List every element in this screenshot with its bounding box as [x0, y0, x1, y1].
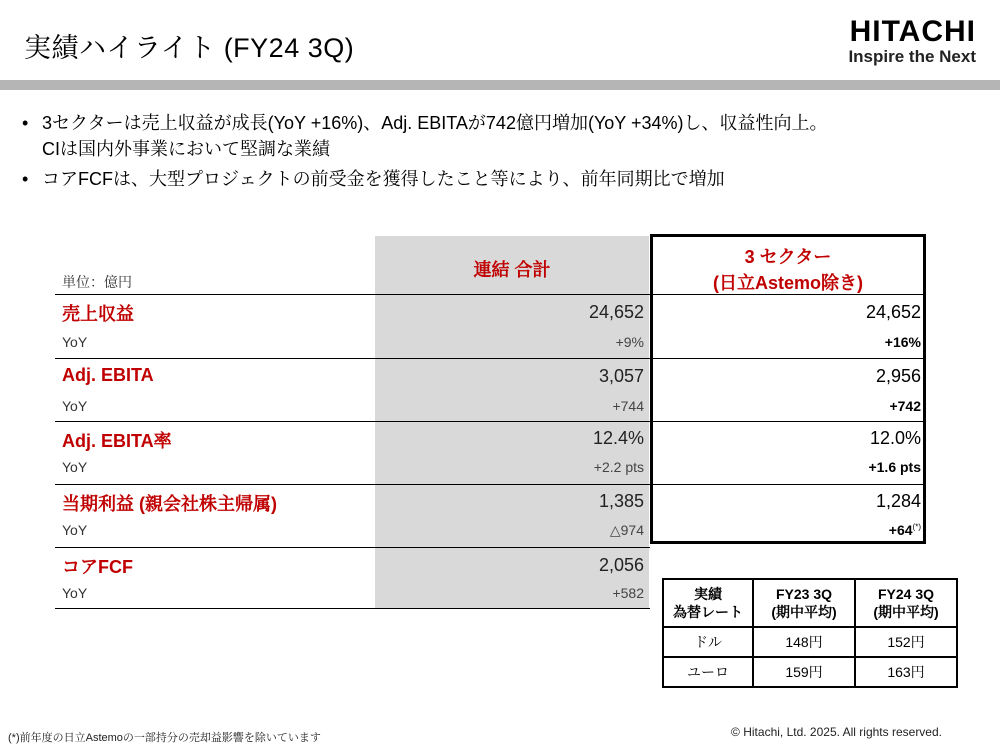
cell-fcf-yoy-consolidated: +582 [612, 585, 644, 601]
fx-currency: ユーロ [663, 657, 753, 687]
cell-ebita-3sector: 2,956 [875, 366, 921, 386]
yoy-label: YoY [62, 459, 88, 475]
yoy-label: YoY [62, 334, 88, 350]
fx-rate-table [662, 578, 958, 688]
logo-tagline: Inspire the Next [848, 47, 976, 66]
cell-ebita-consolidated: 3,057 [598, 366, 644, 386]
row-label-core-fcf: コアFCF [62, 557, 133, 577]
three-sector-header-line1: 3 セクター [744, 247, 832, 267]
cell-fcf-consolidated: 2,056 [598, 555, 644, 575]
cell-income-consolidated: 1,385 [598, 491, 644, 511]
row-divider [55, 608, 650, 609]
row-label-adj-ebita: Adj. EBITA [62, 365, 154, 385]
yoy-label: YoY [62, 585, 88, 601]
fx-header-fy23 [753, 579, 855, 627]
yoy-label: YoY [62, 522, 88, 538]
footnote: (*)前年度の日立Astemoの一部持分の売却益影響を除いています [8, 732, 321, 744]
fx-header-fy23-line1: FY23 3Q [775, 586, 833, 602]
unit-label: 単位：億円 [62, 274, 132, 290]
fx-header-label [663, 579, 753, 627]
bullet-text: コアFCFは、大型プロジェクトの前受金を獲得したこと等により、前年同期比で増加 [42, 169, 725, 189]
row-divider [55, 547, 650, 548]
bullet-text-cont: CIは国内外事業において堅調な業績 [42, 139, 330, 159]
fx-fy24-value: 163円 [855, 657, 957, 687]
fx-fy23-value: 148円 [753, 627, 855, 657]
bullet-item [22, 110, 982, 162]
fx-fy23-value: 159円 [753, 657, 855, 687]
consolidated-header: 連結 合計 [473, 260, 551, 280]
fx-header-fy24 [855, 579, 957, 627]
yoy-label: YoY [62, 398, 88, 414]
fx-row [663, 627, 957, 657]
logo-wordmark: HITACHI [849, 15, 976, 48]
cell-revenue-consolidated: 24,652 [588, 302, 644, 322]
bullet-item [22, 166, 982, 192]
page-title: 実績ハイライト (FY24 3Q) [24, 33, 355, 63]
cell-ebita-yoy-3sector: +742 [889, 398, 921, 414]
row-label-revenue: 売上収益 [62, 304, 134, 324]
fx-row [663, 657, 957, 687]
consolidated-column-bg [375, 236, 649, 609]
cell-margin-yoy-consolidated: +2.2 pts [593, 459, 644, 475]
fx-currency: ドル [663, 627, 753, 657]
fx-header-fy23-line2: (期中平均) [771, 604, 837, 620]
cell-margin-yoy-3sector: +1.6 pts [868, 459, 921, 475]
copyright: © Hitachi, Ltd. 2025. All rights reserved. [731, 725, 942, 739]
cell-income-yoy-consolidated: △974 [609, 522, 644, 538]
cell-ebita-yoy-consolidated: +744 [612, 398, 644, 414]
footnote-marker: (*) [912, 522, 921, 532]
fx-header-fy24-line2: (期中平均) [873, 604, 939, 620]
highlight-bullets [22, 110, 982, 196]
cell-revenue-3sector: 24,652 [865, 302, 921, 322]
row-label-ebita-margin: Adj. EBITA率 [62, 431, 172, 451]
hitachi-logo [848, 16, 976, 66]
title-divider-bar [0, 80, 1000, 90]
fx-header-label-line2: 為替レート [673, 604, 743, 620]
cell-margin-consolidated: 12.4% [592, 428, 644, 448]
fx-header-row [663, 579, 957, 627]
bullet-marker: • [22, 169, 29, 189]
fx-header-fy24-line1: FY24 3Q [877, 586, 935, 602]
cell-margin-3sector: 12.0% [869, 428, 921, 448]
three-sector-header-line2: (日立Astemo除き) [712, 273, 863, 293]
three-sector-highlight-box [650, 234, 926, 544]
fx-header-label-line1: 実績 [694, 586, 722, 602]
bullet-marker: • [22, 113, 29, 133]
income-yoy-value: +64 [888, 522, 913, 538]
row-label-net-income: 当期利益 (親会社株主帰属) [62, 494, 277, 514]
fx-fy24-value: 152円 [855, 627, 957, 657]
cell-income-3sector: 1,284 [875, 491, 921, 511]
bullet-text: 3セクターは売上収益が成長(YoY +16%)、Adj. EBITAが742億円増加(YoY +34%)し、収益性向上。 [42, 113, 828, 133]
cell-revenue-yoy-consolidated: +9% [615, 334, 644, 350]
cell-revenue-yoy-3sector: +16% [884, 334, 921, 350]
